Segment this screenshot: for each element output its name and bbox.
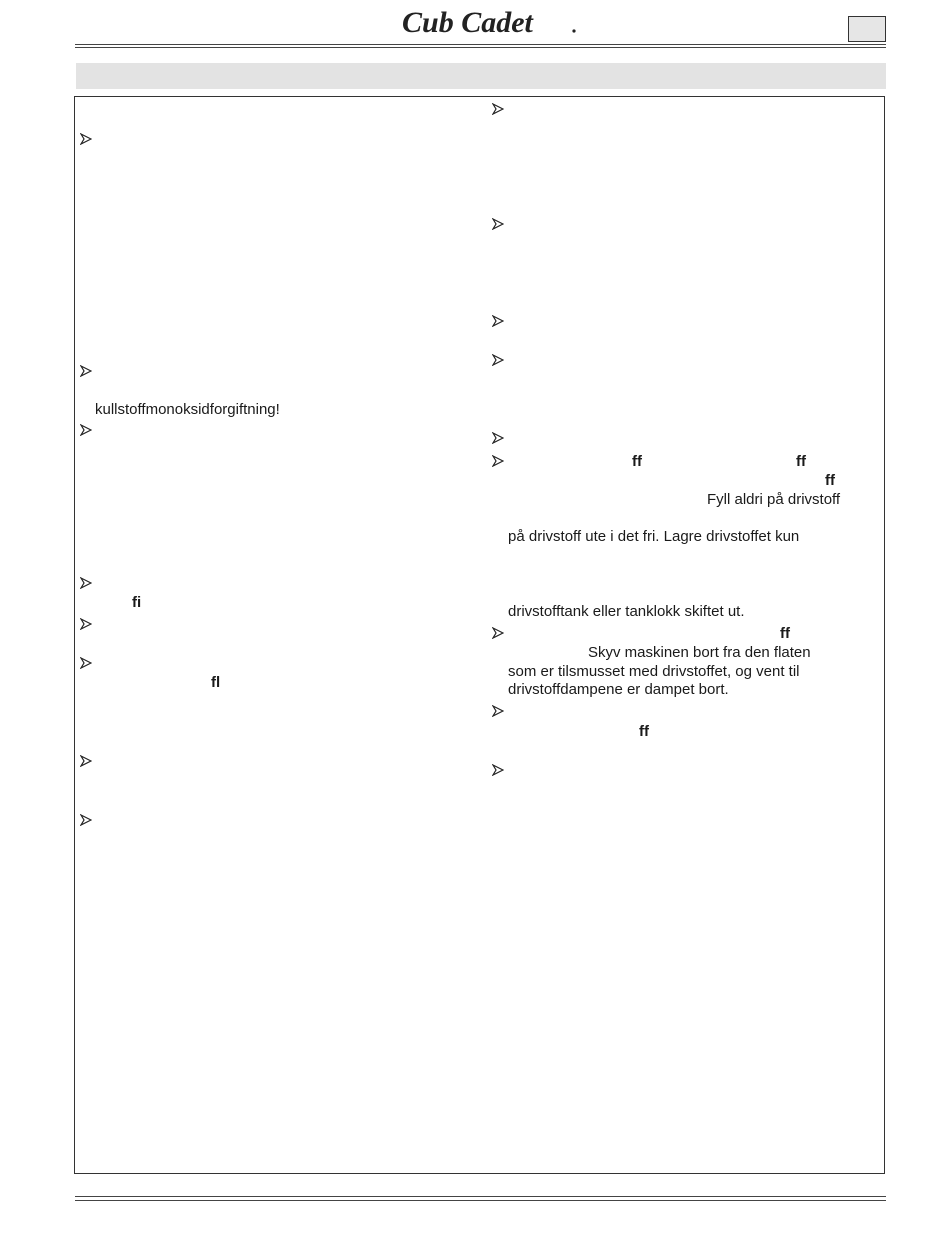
footer-rule-secondary	[75, 1200, 886, 1201]
ligature-ff: ff	[639, 723, 649, 740]
arrow-bullet-icon	[80, 133, 92, 145]
footer-rule	[75, 1196, 886, 1197]
arrow-bullet-icon	[492, 627, 504, 639]
text-line: som er tilsmusset med drivstoffet, og vent til	[508, 663, 800, 680]
logo-text: Cub Cadet	[402, 6, 533, 39]
page-number-box	[848, 16, 886, 42]
section-title-bar	[76, 63, 886, 89]
content-frame	[74, 96, 885, 1174]
header-rule	[75, 44, 886, 45]
arrow-bullet-icon	[492, 103, 504, 115]
ligature-ff: ff	[632, 453, 642, 470]
arrow-bullet-icon	[80, 618, 92, 630]
header-rule-secondary	[75, 47, 886, 48]
text-line: Skyv maskinen bort fra den flaten	[588, 644, 811, 661]
ligature-ff: ff	[780, 625, 790, 642]
ligature-ff: ff	[825, 472, 835, 489]
arrow-bullet-icon	[492, 354, 504, 366]
arrow-bullet-icon	[80, 755, 92, 767]
arrow-bullet-icon	[492, 764, 504, 776]
text-line: kullstoffmonoksidforgiftning!	[95, 401, 280, 418]
arrow-bullet-icon	[492, 315, 504, 327]
arrow-bullet-icon	[492, 218, 504, 230]
arrow-bullet-icon	[80, 424, 92, 436]
arrow-bullet-icon	[80, 657, 92, 669]
arrow-bullet-icon	[80, 577, 92, 589]
arrow-bullet-icon	[492, 705, 504, 717]
arrow-bullet-icon	[492, 432, 504, 444]
arrow-bullet-icon	[80, 365, 92, 377]
arrow-bullet-icon	[80, 814, 92, 826]
text-line: på drivstoff ute i det fri. Lagre drivstoffet kun	[508, 528, 800, 545]
ligature-ff: ff	[796, 453, 806, 470]
text-line: drivstoffdampene er dampet bort.	[508, 681, 729, 698]
text-line: drivstofftank eller tanklokk skiftet ut.	[508, 603, 745, 620]
ligature-fi: fi	[132, 594, 142, 611]
ligature-fl: fl	[211, 674, 221, 691]
cub-cadet-logo	[400, 4, 580, 40]
text-line: Fyll aldri på drivstoff	[707, 491, 841, 508]
arrow-bullet-icon	[492, 455, 504, 467]
